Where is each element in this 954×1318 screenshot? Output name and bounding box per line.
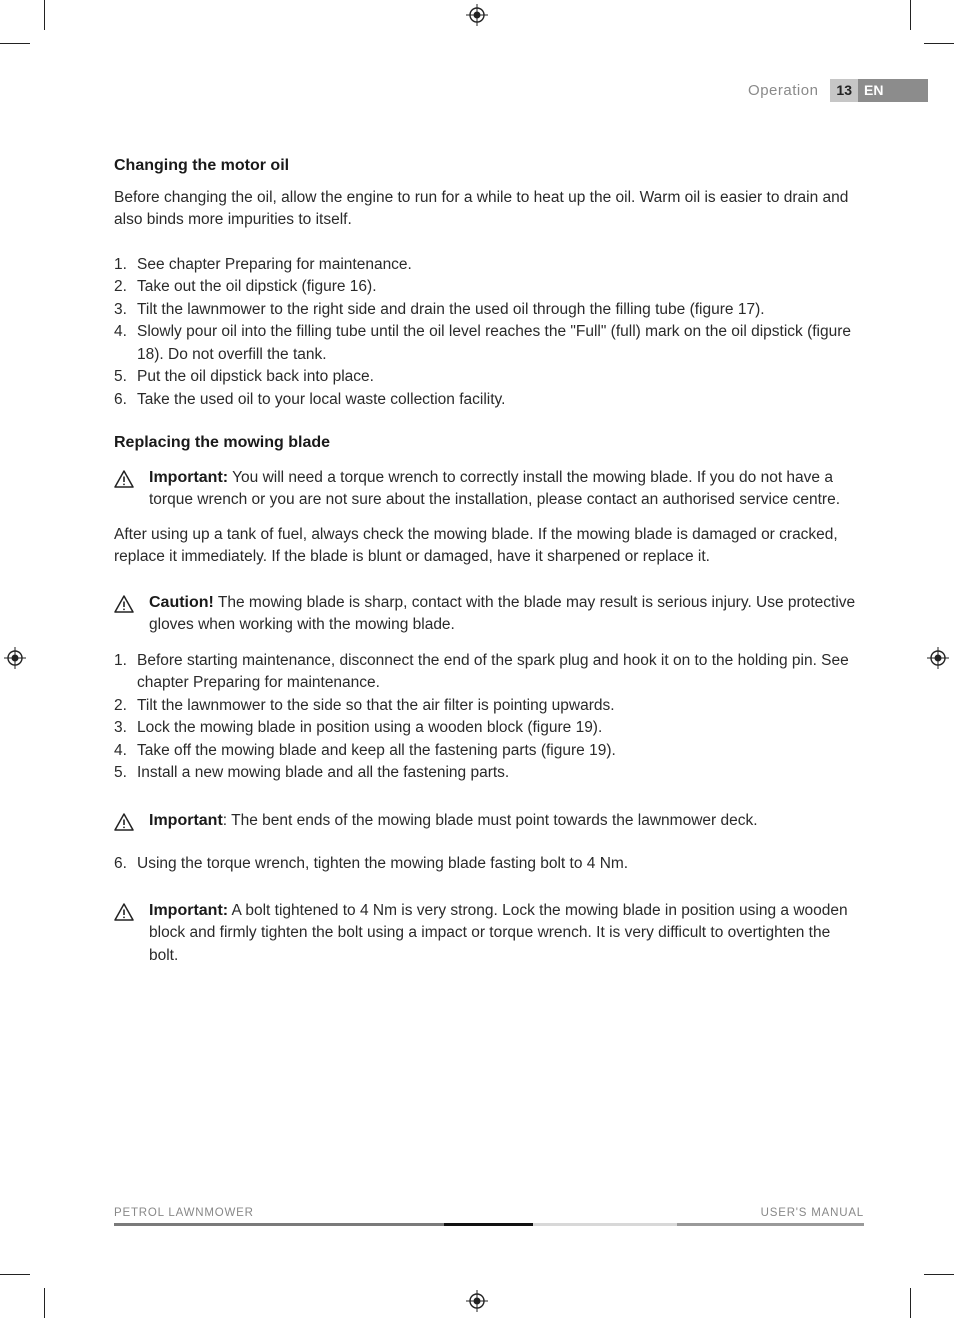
- step-number: 6.: [114, 390, 127, 408]
- step-text: Install a new mowing blade and all the fastening parts.: [137, 764, 510, 781]
- warning-icon: [114, 592, 149, 637]
- list-item: [114, 254, 859, 277]
- notice-text: [149, 592, 859, 637]
- step-text: Tilt the lawnmower to the right side and drain the used oil through the filling tube (figure 17).: [137, 300, 765, 318]
- notice-body: You will need a torque wrench to correctly install the mowing blade. If you do not have a torque wrench or you are not sure about the installation, please contact an authorised service centre.: [149, 468, 841, 508]
- step-number: 1.: [114, 651, 127, 669]
- important-notice: [114, 467, 859, 512]
- registration-mark-icon: [466, 4, 488, 26]
- warning-icon: [114, 900, 149, 968]
- list-item: [114, 762, 859, 785]
- step-number: 6.: [114, 855, 127, 872]
- list-item: [114, 389, 859, 412]
- footer-bar: [114, 1223, 444, 1226]
- notice-label: Important:: [149, 901, 229, 919]
- list-item: [114, 695, 859, 718]
- notice-text: [149, 467, 859, 512]
- caution-notice: [114, 592, 859, 637]
- step-number: 3.: [114, 719, 127, 736]
- registration-mark-icon: [466, 1290, 488, 1312]
- step-text: Tilt the lawnmower to the side so that the air filter is pointing upwards.: [137, 696, 615, 714]
- crop-mark: [924, 43, 954, 44]
- footer-bar: [533, 1223, 677, 1226]
- blade-steps-list: [114, 650, 859, 785]
- notice-body: A bolt tightened to 4 Nm is very strong. Lock the mowing blade in position using a wooden block and firmly tighten the bolt using a impact or torque wrench. It is very difficult to overtighten the bolt.: [149, 901, 848, 964]
- step-text: Using the torque wrench, tighten the mowing blade fasting bolt to 4 Nm.: [137, 855, 629, 872]
- footer-bar: [677, 1223, 864, 1226]
- step-text: Before starting maintenance, disconnect the end of the spark plug and hook it on to the holding pin. See chapter Preparing for maintenance.: [137, 651, 849, 691]
- step-number: 4.: [114, 323, 127, 340]
- crop-mark: [924, 1274, 954, 1275]
- footer-product: PETROL LAWNMOWER: [114, 1207, 254, 1219]
- page-footer: [114, 1207, 864, 1219]
- language-badge: EN: [858, 79, 928, 102]
- registration-mark-icon: [4, 647, 26, 669]
- section-name: Operation: [748, 82, 819, 99]
- list-item: [114, 299, 859, 322]
- main-content: [114, 155, 859, 980]
- list-item: [114, 321, 859, 366]
- crop-mark: [910, 0, 911, 30]
- crop-mark: [910, 1288, 911, 1318]
- page-number: 13: [830, 79, 858, 102]
- step-text: Put the oil dipstick back into place.: [137, 368, 374, 385]
- step-text: Take out the oil dipstick (figure 16).: [137, 278, 377, 295]
- notice-text: [149, 900, 859, 968]
- notice-label: Important:: [149, 468, 229, 486]
- footer-doc-type: USER'S MANUAL: [760, 1207, 864, 1219]
- step-text: Take the used oil to your local waste collection facility.: [137, 390, 506, 408]
- step-number: 3.: [114, 300, 127, 318]
- warning-icon: [114, 467, 149, 512]
- blade-check-paragraph: After using up a tank of fuel, always check the mowing blade. If the mowing blade is damaged or cracked, replace it immediately. If the blade is blunt or damaged, have it sharpened or replace it.: [114, 525, 838, 565]
- crop-mark: [0, 1274, 30, 1275]
- important-notice: [114, 810, 859, 839]
- list-item: [114, 853, 859, 876]
- intro-paragraph: Before changing the oil, allow the engine to run for a while to heat up the oil. Warm oil is easier to drain and also binds more impurities to itself.: [114, 188, 849, 228]
- important-notice: [114, 900, 859, 968]
- page-header: [748, 79, 928, 102]
- warning-icon: [114, 810, 149, 839]
- step-text: Lock the mowing blade in position using a wooden block (figure 19).: [137, 719, 603, 736]
- list-item: [114, 740, 859, 763]
- step-text: See chapter Preparing for maintenance.: [137, 255, 412, 273]
- notice-body: The mowing blade is sharp, contact with the blade may result is serious injury. Use protective gloves when working with the mowing blade.: [149, 593, 856, 633]
- oil-steps-list: [114, 254, 859, 412]
- list-item: [114, 717, 859, 740]
- step-number: 5.: [114, 764, 127, 781]
- step-number: 2.: [114, 696, 127, 714]
- footer-bar: [444, 1223, 533, 1226]
- step-number: 2.: [114, 278, 127, 295]
- list-item: [114, 366, 859, 389]
- section-heading-motor-oil: Changing the motor oil: [114, 157, 290, 174]
- step-number: 4.: [114, 741, 127, 759]
- step-text: Take off the mowing blade and keep all the fastening parts (figure 19).: [137, 741, 616, 759]
- notice-text: [149, 810, 758, 839]
- step-number: 1.: [114, 255, 127, 273]
- crop-mark: [44, 0, 45, 30]
- registration-mark-icon: [927, 647, 949, 669]
- list-item: [114, 650, 859, 695]
- section-heading-mowing-blade: Replacing the mowing blade: [114, 434, 331, 451]
- notice-label: Caution!: [149, 593, 214, 611]
- notice-label: Important: [149, 811, 223, 829]
- notice-body: : The bent ends of the mowing blade must point towards the lawnmower deck.: [222, 811, 758, 829]
- crop-mark: [44, 1288, 45, 1318]
- step-text: Slowly pour oil into the filling tube until the oil level reaches the "Full" (full) mark on the oil dipstick (figure 18). Do not overfill the tank.: [137, 323, 852, 363]
- blade-step-6: [114, 853, 859, 876]
- list-item: [114, 276, 859, 299]
- step-number: 5.: [114, 368, 127, 385]
- crop-mark: [0, 43, 30, 44]
